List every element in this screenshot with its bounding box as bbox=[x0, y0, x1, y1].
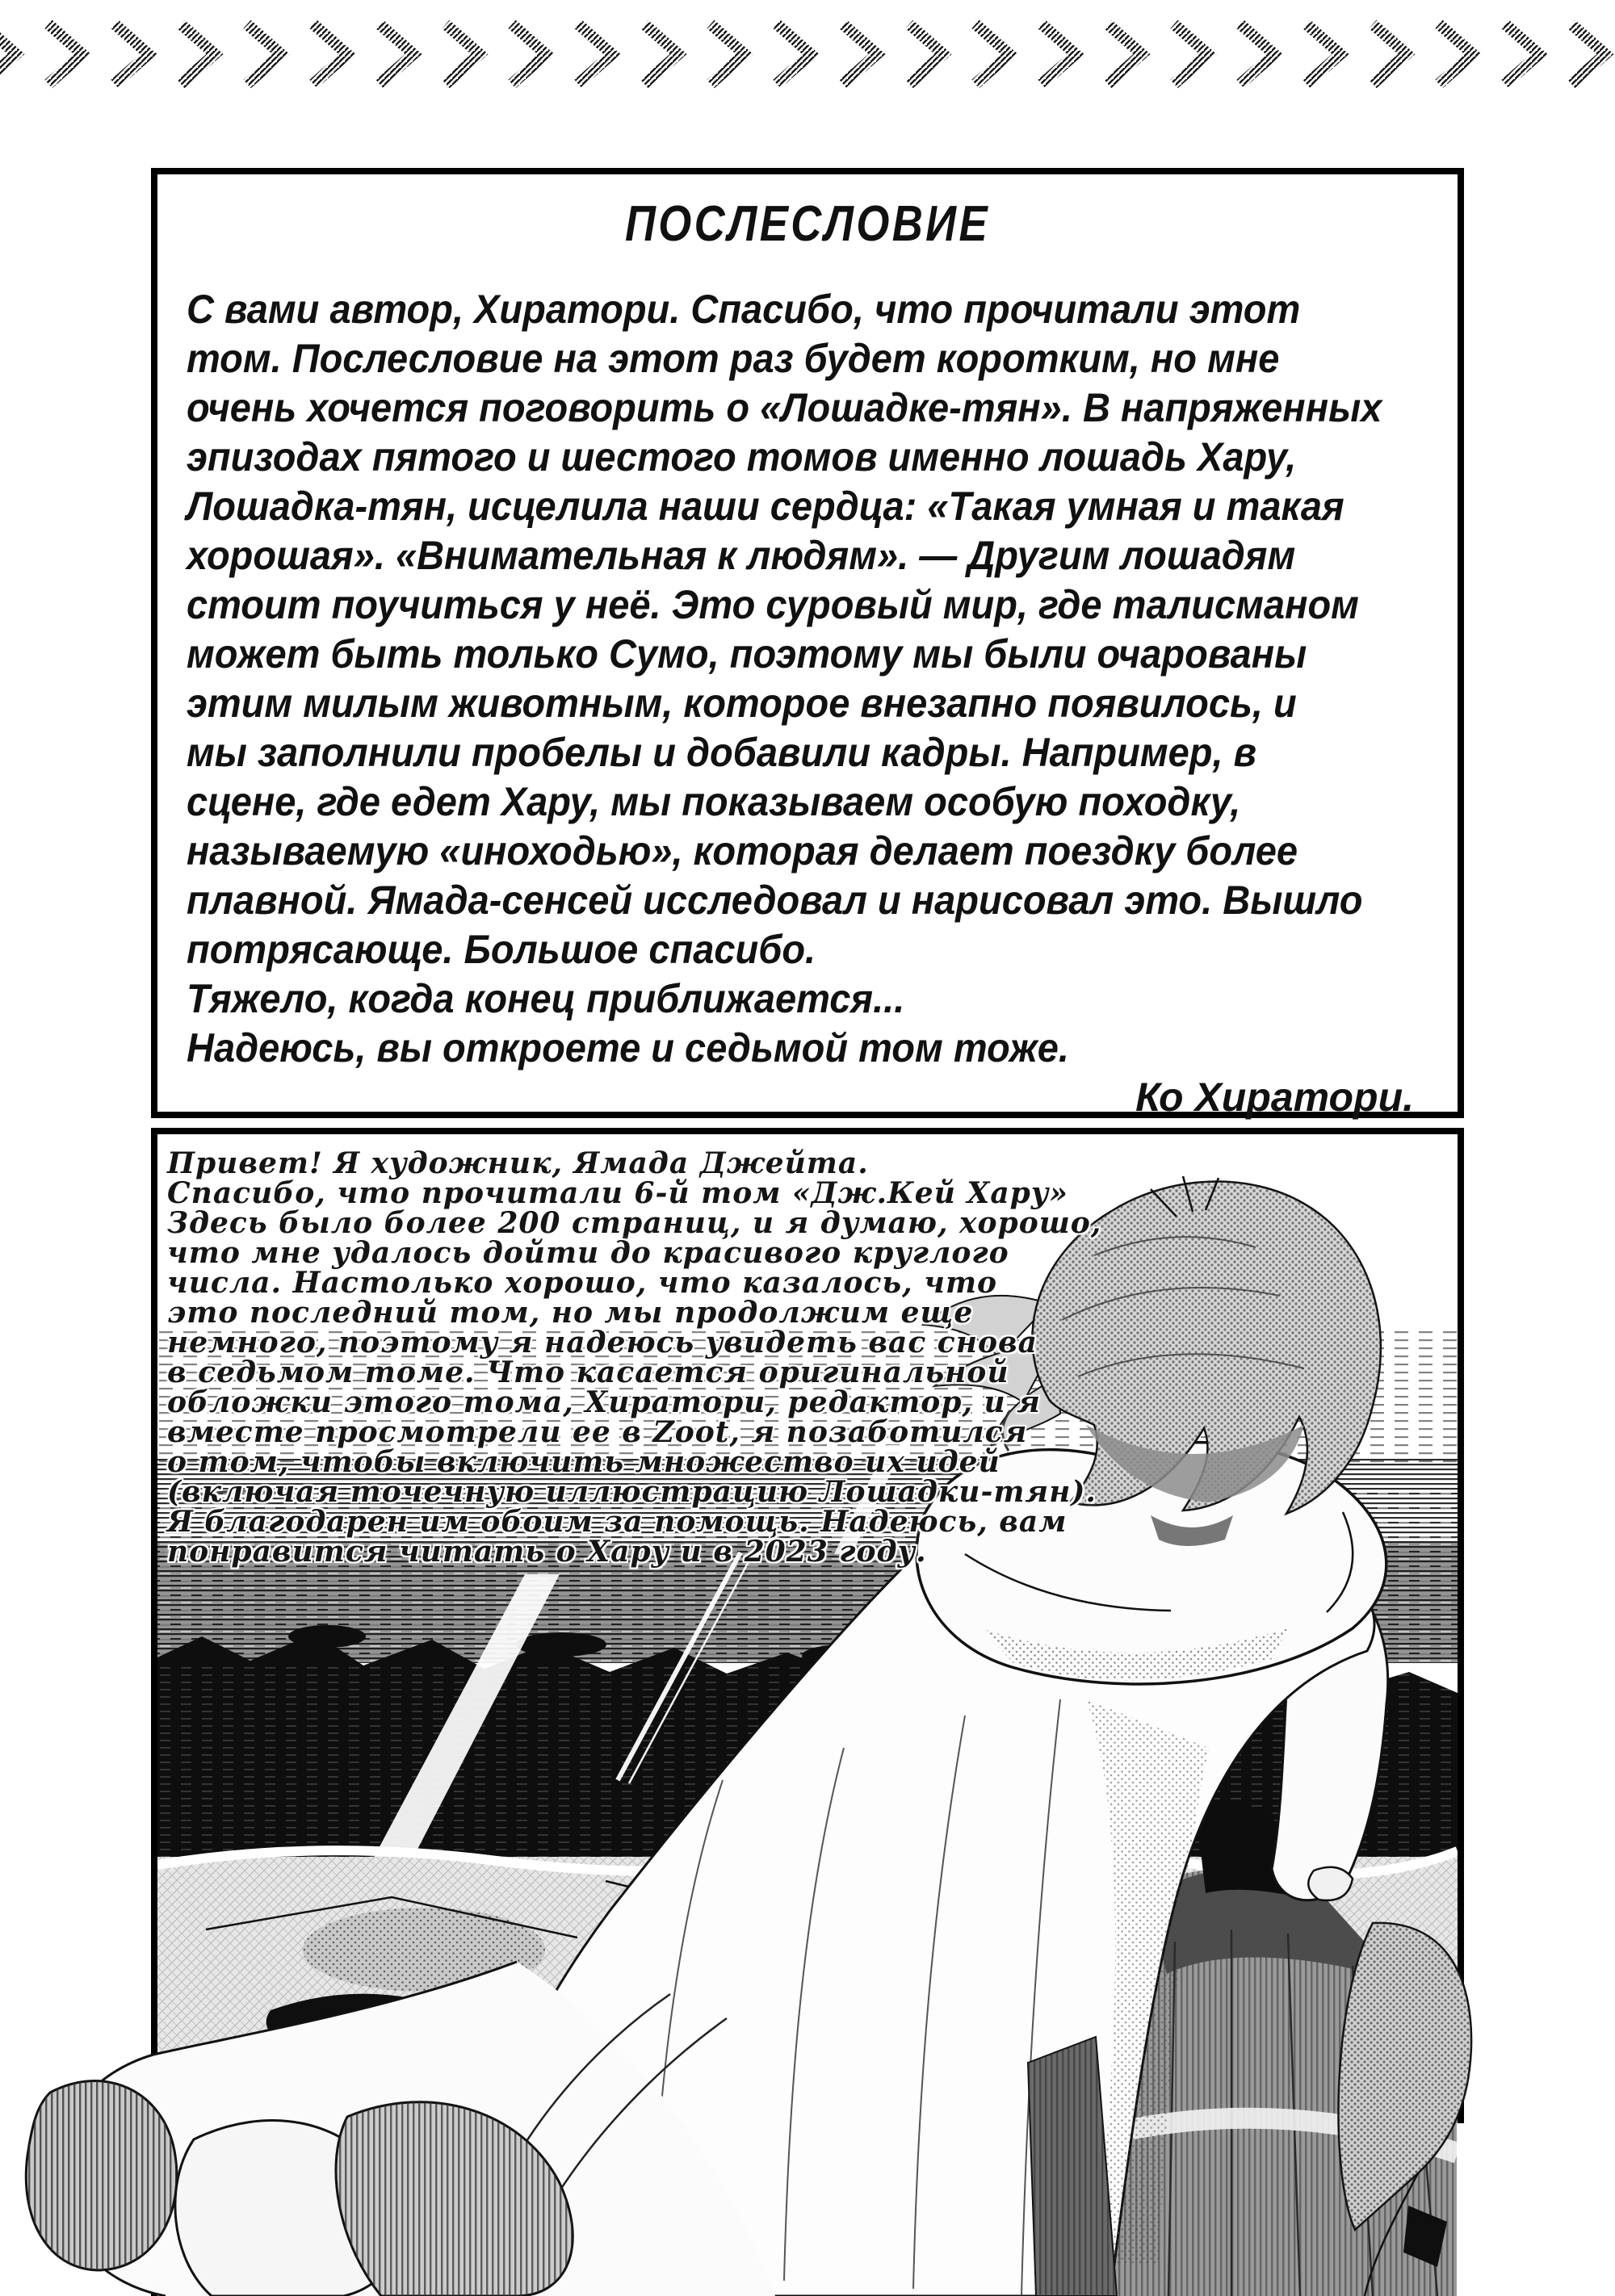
chevron-row-icon bbox=[0, 24, 1605, 84]
chevron-strip bbox=[0, 0, 1615, 105]
afterword-line: хорошая». «Внимательная к людям». — Другим лошадям bbox=[187, 533, 1296, 578]
afterword-line: этим милым животным, которое внезапно появилось, и bbox=[187, 681, 1297, 726]
afterword-line: эпизодах пятого и шестого томов именно лошадь Хару, bbox=[187, 434, 1297, 480]
artist-note-box bbox=[151, 1128, 1464, 2296]
artist-note-line: Привет! Я художник, Ямада Джейта. bbox=[167, 1146, 869, 1180]
artist-note-line: о том, чтобы включить множество их идей bbox=[167, 1445, 1000, 1479]
artist-note-line: (включая точечную иллюстрацию Лошадки-тян). bbox=[167, 1475, 1097, 1509]
afterword-line: мы заполнили пробелы и добавили кадры. Например, в bbox=[187, 730, 1256, 775]
afterword-text bbox=[157, 285, 1458, 1073]
afterword-line: том. Послесловие на этот раз будет коротким, но мне bbox=[187, 336, 1280, 381]
afterword-line: потрясающе. Большое спасибо. bbox=[187, 927, 816, 972]
artist-note-line: понравится читать о Хару и в 2023 году. bbox=[167, 1535, 927, 1569]
afterword-line: может быть только Сумо, поэтому мы были очарованы bbox=[187, 631, 1307, 677]
afterword-line: Лошадка-тян, исцелила наши сердца: «Такая умная и такая bbox=[187, 484, 1344, 529]
artist-note-line: Спасибо, что прочитали 6-й том «Дж.Кей Хару» bbox=[167, 1176, 1068, 1210]
afterword-title: ПОСЛЕСЛОВИЕ bbox=[624, 196, 991, 252]
artist-note-line: Здесь было более 200 страниц, и я думаю, хорошо, bbox=[167, 1206, 1102, 1240]
afterword-signature: Ко Хиратори. bbox=[1135, 1075, 1414, 1120]
artist-note-line: в седьмом томе. Что касается оригинальной bbox=[167, 1355, 1009, 1389]
afterword-box bbox=[151, 168, 1464, 1118]
artist-note-line: обложки этого тома, Хиратори, редактор, и я bbox=[167, 1385, 1041, 1419]
afterword-line: стоит поучиться у неё. Это суровый мир, где талисманом bbox=[187, 582, 1359, 627]
afterword-line: Надеюсь, вы откроете и седьмой том тоже. bbox=[187, 1025, 1069, 1070]
artist-note-line: Я благодарен им обоим за помощь. Надеюсь, вам bbox=[167, 1505, 1068, 1539]
artist-note-line: числа. Настолько хорошо, что казалось, что bbox=[167, 1266, 998, 1300]
afterword-line: сцене, где едет Хару, мы показываем особую походку, bbox=[187, 779, 1241, 824]
artist-note-text bbox=[167, 1146, 1102, 1569]
artist-note-line: вместе просмотрели ее в Zoot, я позаботился bbox=[167, 1415, 1028, 1449]
artist-note-line: это последний том, но мы продолжим еще bbox=[167, 1296, 974, 1330]
afterword-line: плавной. Ямада-сенсей исследовал и нарисовал это. Вышло bbox=[187, 878, 1363, 923]
afterword-line: С вами автор, Хиратори. Спасибо, что прочитали этот bbox=[187, 287, 1301, 332]
afterword-line: очень хочется поговорить о «Лошадке-тян». В напряженных bbox=[187, 385, 1382, 430]
artist-note-line: что мне удалось дойти до красивого круглого bbox=[167, 1236, 1009, 1270]
afterword-line: называемую «иноходью», которая делает поездку более bbox=[187, 828, 1298, 874]
artist-note-line: немного, поэтому я надеюсь увидеть вас снова bbox=[167, 1326, 1038, 1360]
afterword-line: Тяжело, когда конец приближается... bbox=[187, 976, 905, 1021]
